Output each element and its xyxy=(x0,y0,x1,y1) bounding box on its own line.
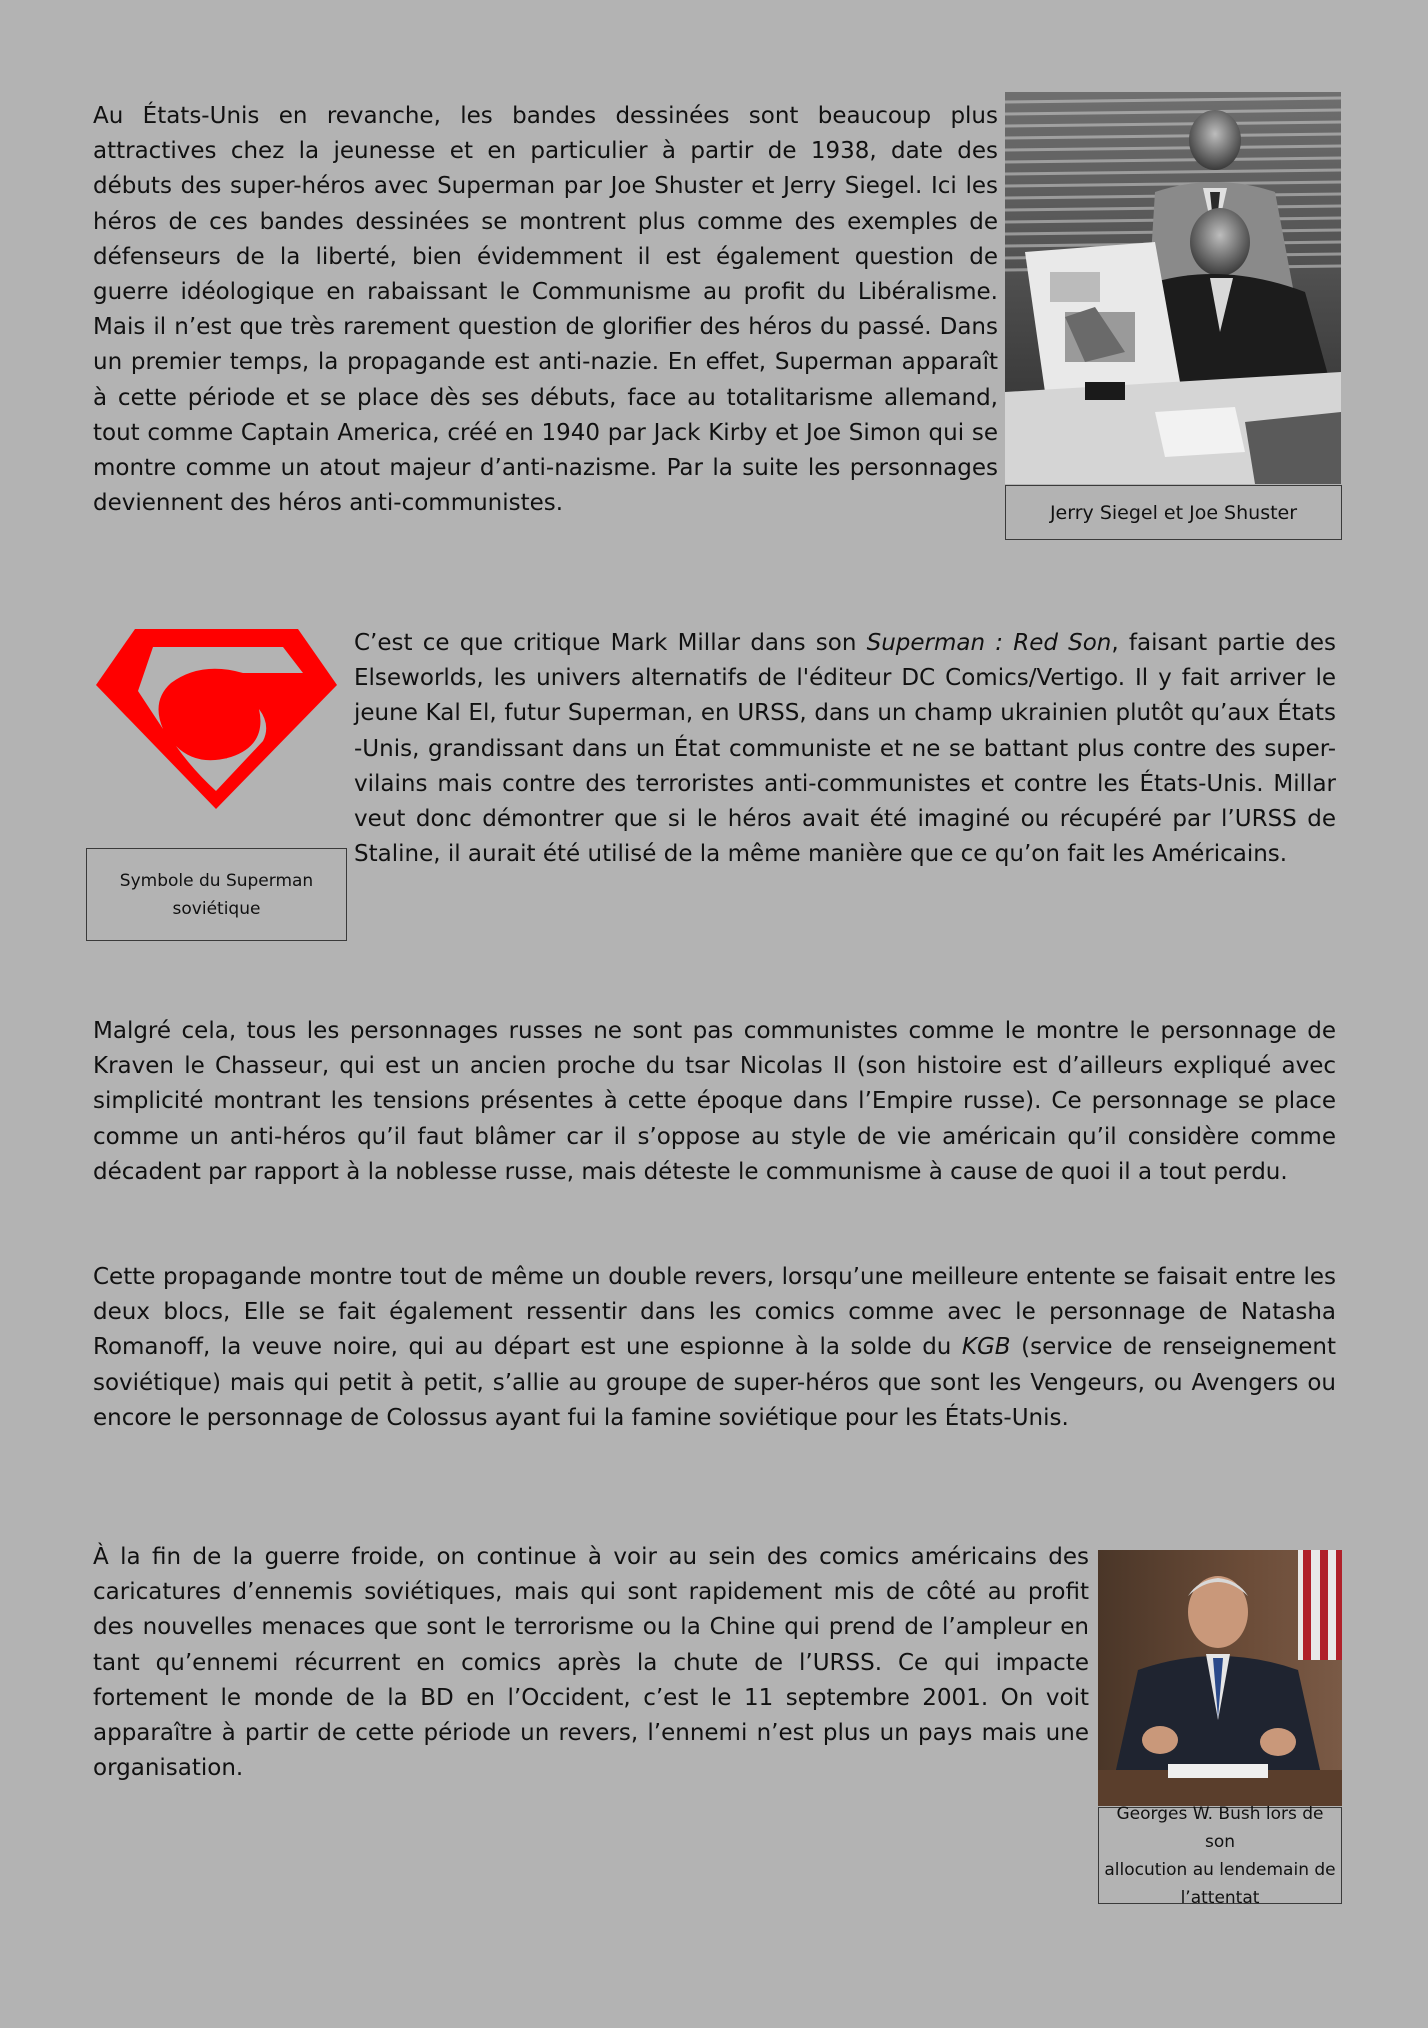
p4-kgb: KGB xyxy=(961,1334,1011,1361)
caption-bush-line1: Georges W. Bush lors de son xyxy=(1116,1803,1324,1852)
paragraph-kraven: Malgré cela, tous les personnages russes ne sont pas communistes comme le montre le personnage de Kraven le Chasseur, qui est un ancien proche du tsar Nicolas II (son histoire est d’ailleurs expliqué avec simplicité montrant les tensions présentes à cette époque dans l’Empire russe). Ce personnage se place comme un anti-héros qu’il faut blâmer car il s’oppose au style de vie américain qu’il considère comme décadent par rapport à la noblesse russe, mais déteste le communisme à cause de quoi il a tout perdu. xyxy=(93,1018,1336,1185)
photo-siegel-shuster xyxy=(1005,92,1341,484)
p4-text-before: Cette propagande montre tout de même un double revers, lorsqu’une meilleure entente se faisait entre les deux blocs, Elle se fait également ressentir dans les comics comme avec le personnage de Natasha Romanoff, la veuve noire, qui au départ est une espionne à la solde du xyxy=(93,1264,1336,1361)
p4-text-after: (service de renseignement soviétique) mais qui petit à petit, s’allie au groupe de super-héros que sont les Vengeurs, ou Avengers ou encore le personnage de Colossus ayant fui la famine soviétique pour les États-Unis. xyxy=(93,1334,1336,1431)
caption-bush-line3: l’attentat xyxy=(1180,1887,1260,1908)
caption-soviet-symbol-line2: soviétique xyxy=(172,898,261,919)
caption-bush-line2: allocution au lendemain de xyxy=(1104,1859,1336,1880)
photo-bush xyxy=(1098,1550,1342,1806)
paragraph-red-son xyxy=(354,626,1336,872)
caption-soviet-symbol xyxy=(86,848,347,941)
caption-soviet-symbol-line1: Symbole du Superman xyxy=(119,870,314,891)
p2-text-after: , faisant partie des Elseworlds, les univers alternatifs de l'éditeur DC Comics/Vertigo. Il y fait arriver le jeune Kal El, futur Superman, en URSS, dans un champ ukrainien plutôt qu’aux États -Unis, grandissant dans un État communiste et ne se battant plus contre des super-vilains mais contre des terroristes anti-communistes et contre les États-Unis. Millar veut donc démontrer que si le héros avait été imaginé ou récupéré par l’URSS de Staline, il aurait été utilisé de la même manière que ce qu’on fait les Américains. xyxy=(354,630,1336,868)
paragraph-american-comics: Au États-Unis en revanche, les bandes dessinées sont beaucoup plus attractives chez la jeunesse et en particulier à partir de 1938, date des débuts des super-héros avec Superman par Joe Shuster et Jerry Siegel. Ici les héros de ces bandes dessinées se montrent plus comme des exemples de défenseurs de la liberté, bien évidemment il est également question de guerre idéologique en rabaissant le Communisme au profit du Libéralisme. Mais il n’est que très rarement question de glorifier des héros du passé. Dans un premier temps, la propagande est anti-nazie. En effet, Superman apparaît à cette période et se place dès ses débuts, face au totalitarisme allemand, tout comme Captain America, créé en 1940 par Jack Kirby et Joe Simon qui se montre comme un atout majeur d’anti-nazisme. Par la suite les personnages deviennent des héros anti-communistes. xyxy=(93,103,998,517)
caption-bush xyxy=(1098,1803,1342,1908)
soviet-superman-symbol xyxy=(93,625,340,812)
caption-siegel-shuster xyxy=(1005,485,1342,540)
p2-book-title: Superman : Red Son xyxy=(866,630,1112,656)
caption-siegel-shuster-text: Jerry Siegel et Joe Shuster xyxy=(1049,501,1298,524)
p2-text-before: C’est ce que critique Mark Millar dans son xyxy=(354,630,867,656)
paragraph-end-cold-war: À la fin de la guerre froide, on continue à voir au sein des comics américains des caricatures d’ennemis soviétiques, mais qui sont rapidement mis de côté au profit des nouvelles menaces que sont le terrorisme ou la Chine qui prend de l’ampleur en tant qu’ennemi récurrent en comics après la chute de l’URSS. Ce qui impacte fortement le monde de la BD en l’Occident, c’est le 11 septembre 2001. On voit apparaître à partir de cette période un revers, l’ennemi n’est plus un pays mais une organisation. xyxy=(93,1544,1089,1782)
paragraph-double-revers xyxy=(93,1260,1336,1436)
